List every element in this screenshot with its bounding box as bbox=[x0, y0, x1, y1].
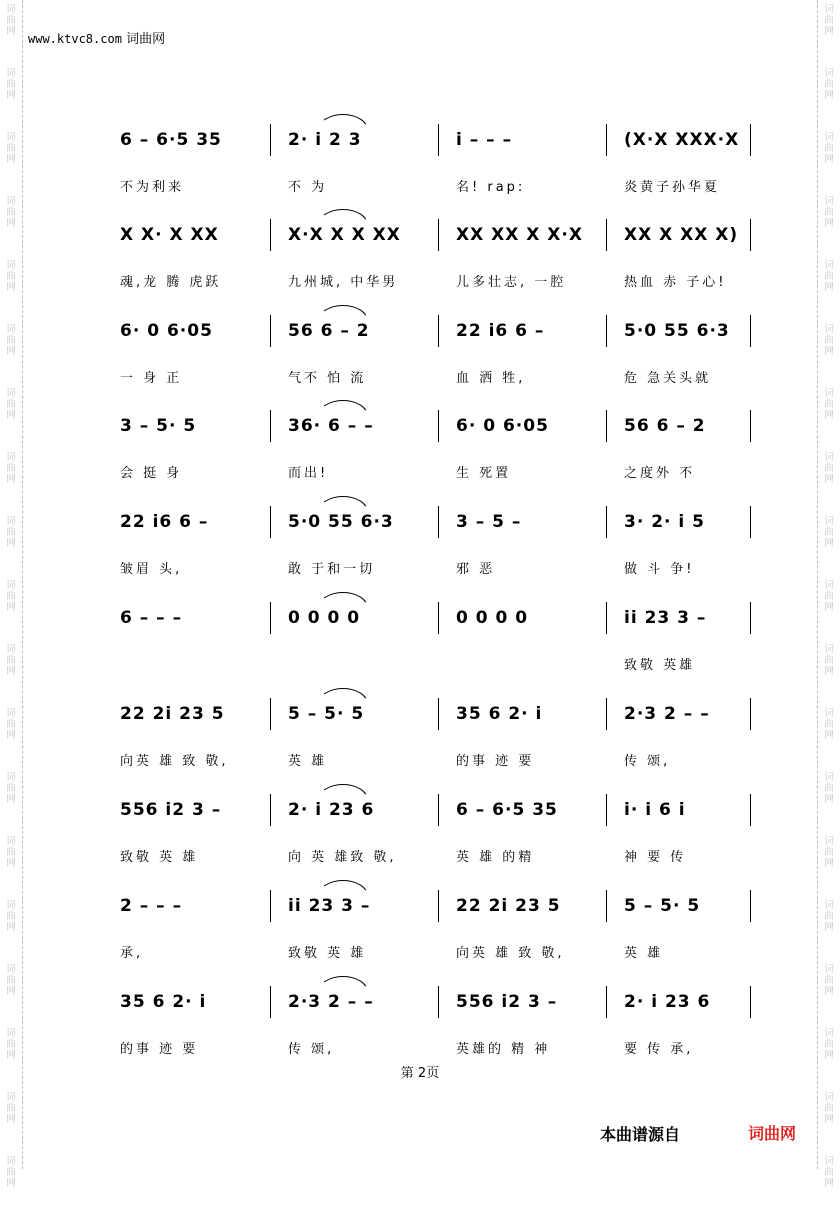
barline bbox=[606, 698, 607, 730]
watermark-text: 词 曲 网 bbox=[824, 260, 834, 293]
barline bbox=[606, 602, 607, 634]
lyric-text: 皱眉 头, bbox=[120, 562, 183, 577]
barline bbox=[270, 890, 271, 922]
lyric-text: 热血 赤 子心! bbox=[624, 275, 727, 290]
watermark-text: 词 曲 网 bbox=[6, 1156, 16, 1189]
barline bbox=[606, 890, 607, 922]
lyric-text: 致敬 英雄 bbox=[624, 658, 696, 673]
measure: 2·3 2 – – bbox=[288, 992, 374, 1012]
lyric-text: 会 挺 身 bbox=[120, 466, 183, 481]
watermark-text: 词 曲 网 bbox=[824, 1156, 834, 1189]
lyric-text: 魂,龙 腾 虎跃 bbox=[120, 275, 222, 290]
measure: 3 – 5 – bbox=[456, 512, 522, 532]
lyric-text: 英 雄 bbox=[288, 754, 328, 769]
measure: i – – – bbox=[456, 130, 513, 150]
measure: 0 0 0 0 bbox=[288, 608, 361, 628]
barline bbox=[270, 698, 271, 730]
barline bbox=[438, 410, 439, 442]
barline bbox=[750, 410, 751, 442]
notes-line bbox=[100, 982, 760, 1022]
lyric-text: 血 洒 牲, bbox=[456, 371, 526, 386]
score-system bbox=[100, 598, 760, 673]
watermark-text: 词 曲 网 bbox=[6, 644, 16, 677]
watermark-text: 词 曲 网 bbox=[824, 452, 834, 485]
score-system bbox=[100, 311, 760, 386]
watermark-text: 词 曲 网 bbox=[824, 4, 834, 37]
measure: 6· 0 6·05 bbox=[456, 416, 549, 436]
barline bbox=[750, 986, 751, 1018]
measure: 6 – 6·5 35 bbox=[120, 130, 222, 150]
score-system bbox=[100, 215, 760, 290]
watermark-text: 词 曲 网 bbox=[824, 132, 834, 165]
slur-mark bbox=[318, 114, 368, 130]
slur-mark bbox=[318, 688, 368, 704]
watermark-text: 词 曲 网 bbox=[824, 324, 834, 357]
watermark-text: 词 曲 网 bbox=[6, 516, 16, 549]
notes-line bbox=[100, 694, 760, 734]
lyric-text: 要 传 承, bbox=[624, 1042, 694, 1057]
measure: 56 6 – 2 bbox=[624, 416, 706, 436]
lyric-text: 英雄的 精 神 bbox=[456, 1042, 551, 1057]
watermark-text: 词 曲 网 bbox=[6, 68, 16, 101]
measure: XX XX X X·X bbox=[456, 225, 583, 245]
notes-line bbox=[100, 886, 760, 926]
measure: ii 23 3 – bbox=[288, 896, 371, 916]
slur-mark bbox=[318, 880, 368, 896]
watermark-text: 词 曲 网 bbox=[6, 900, 16, 933]
lyric-text: 英 雄 bbox=[624, 946, 664, 961]
watermark-text: 词 曲 网 bbox=[824, 1028, 834, 1061]
barline bbox=[606, 410, 607, 442]
lyric-text: 承, bbox=[120, 946, 144, 961]
measure: 3· 2· i 5 bbox=[624, 512, 705, 532]
barline bbox=[606, 219, 607, 251]
notes-line bbox=[100, 215, 760, 255]
measure: 5 – 5· 5 bbox=[288, 704, 365, 724]
measure: i· i 6 i bbox=[624, 800, 686, 820]
slur-mark bbox=[318, 784, 368, 800]
measure: 35 6 2· i bbox=[120, 992, 207, 1012]
slur-mark bbox=[318, 976, 368, 992]
lyric-text: 向 英 雄致 敬, bbox=[288, 850, 397, 865]
measure: 56 6 – 2 bbox=[288, 321, 370, 341]
lyric-text: 做 斗 争! bbox=[624, 562, 695, 577]
measure: 0 0 0 0 bbox=[456, 608, 529, 628]
measure: X·X X X XX bbox=[288, 225, 401, 245]
watermark-text: 词 曲 网 bbox=[824, 836, 834, 869]
site-header bbox=[28, 28, 165, 47]
measure: 6 – 6·5 35 bbox=[456, 800, 558, 820]
barline bbox=[438, 219, 439, 251]
score-system bbox=[100, 502, 760, 577]
score-system bbox=[100, 694, 760, 769]
barline bbox=[750, 602, 751, 634]
score-system bbox=[100, 120, 760, 195]
slur-mark bbox=[318, 209, 368, 225]
watermark-text: 词 曲 网 bbox=[824, 772, 834, 805]
source-label: 本曲谱源自 bbox=[600, 1125, 681, 1144]
measure: 2 – – – bbox=[120, 896, 183, 916]
barline bbox=[438, 124, 439, 156]
lyric-text: 九州城, 中华男 bbox=[288, 275, 399, 290]
lyric-text: 邪 恶 bbox=[456, 562, 496, 577]
watermark-text: 词 曲 网 bbox=[6, 4, 16, 37]
measure: 36· 6 – – bbox=[288, 416, 374, 436]
measure: 22 2i 23 5 bbox=[456, 896, 561, 916]
lyric-text: 一 身 正 bbox=[120, 371, 183, 386]
barline bbox=[750, 890, 751, 922]
watermark-text: 词 曲 网 bbox=[6, 1028, 16, 1061]
watermark-text: 词 曲 网 bbox=[6, 964, 16, 997]
watermark-text: 词 曲 网 bbox=[824, 196, 834, 229]
lyric-text: 之度外 不 bbox=[624, 466, 696, 481]
lyric-text: 生 死置 bbox=[456, 466, 512, 481]
barline bbox=[270, 124, 271, 156]
lyric-text: 不 为 bbox=[288, 180, 328, 195]
lyric-text: 传 颂, bbox=[288, 1042, 335, 1057]
measure: 6 – – – bbox=[120, 608, 183, 628]
barline bbox=[270, 219, 271, 251]
right-watermark-strip bbox=[817, 0, 840, 1189]
measure: 6· 0 6·05 bbox=[120, 321, 213, 341]
watermark-text: 词 曲 网 bbox=[824, 68, 834, 101]
notes-line bbox=[100, 790, 760, 830]
lyric-text: 向英 雄 致 敬, bbox=[456, 946, 565, 961]
barline bbox=[438, 602, 439, 634]
watermark-text: 词 曲 网 bbox=[824, 388, 834, 421]
watermark-text: 词 曲 网 bbox=[824, 580, 834, 613]
lyric-text: 传 颂, bbox=[624, 754, 671, 769]
barline bbox=[438, 986, 439, 1018]
lyric-text: 儿多壮志, 一腔 bbox=[456, 275, 567, 290]
barline bbox=[438, 315, 439, 347]
barline bbox=[606, 124, 607, 156]
lyric-text: 的事 迹 要 bbox=[456, 754, 535, 769]
slur-mark bbox=[318, 496, 368, 512]
measure: 2· i 23 6 bbox=[288, 800, 375, 820]
watermark-text: 词 曲 网 bbox=[6, 708, 16, 741]
notes-line bbox=[100, 598, 760, 638]
measure: 5·0 55 6·3 bbox=[288, 512, 394, 532]
watermark-text: 词 曲 网 bbox=[824, 708, 834, 741]
notes-line bbox=[100, 502, 760, 542]
barline bbox=[750, 794, 751, 826]
measure: 3 – 5· 5 bbox=[120, 416, 197, 436]
watermark-text: 词 曲 网 bbox=[6, 836, 16, 869]
measure: 556 i2 3 – bbox=[456, 992, 558, 1012]
lyric-text: 不为利来 bbox=[120, 180, 185, 195]
watermark-text: 词 曲 网 bbox=[824, 964, 834, 997]
score-system bbox=[100, 406, 760, 481]
measure: 2·3 2 – – bbox=[624, 704, 710, 724]
measure: 5·0 55 6·3 bbox=[624, 321, 730, 341]
watermark-text: 词 曲 网 bbox=[6, 324, 16, 357]
watermark-text: 词 曲 网 bbox=[824, 644, 834, 677]
barline bbox=[606, 986, 607, 1018]
watermark-text: 词 曲 网 bbox=[6, 1092, 16, 1125]
barline bbox=[438, 794, 439, 826]
barline bbox=[270, 315, 271, 347]
barline bbox=[270, 986, 271, 1018]
lyric-text: 气不 怕 流 bbox=[288, 371, 367, 386]
barline bbox=[750, 698, 751, 730]
measure: 5 – 5· 5 bbox=[624, 896, 701, 916]
barline bbox=[270, 506, 271, 538]
page-number: 第 2页 bbox=[400, 1066, 440, 1081]
measure: ii 23 3 – bbox=[624, 608, 707, 628]
notes-line bbox=[100, 406, 760, 446]
barline bbox=[750, 315, 751, 347]
brand-link[interactable]: 词曲网 bbox=[748, 1124, 797, 1143]
barline bbox=[270, 602, 271, 634]
lyric-text: 致敬 英 雄 bbox=[288, 946, 367, 961]
lyric-text: 而出! bbox=[288, 466, 329, 481]
watermark-text: 词 曲 网 bbox=[824, 1092, 834, 1125]
measure: 2· i 23 6 bbox=[624, 992, 711, 1012]
barline bbox=[606, 315, 607, 347]
barline bbox=[750, 124, 751, 156]
measure: X X· X XX bbox=[120, 225, 219, 245]
notes-line bbox=[100, 120, 760, 160]
watermark-text: 词 曲 网 bbox=[824, 900, 834, 933]
watermark-text: 词 曲 网 bbox=[6, 772, 16, 805]
watermark-text: 词 曲 网 bbox=[6, 260, 16, 293]
left-watermark-strip bbox=[0, 0, 23, 1189]
site-name: 词曲网 bbox=[126, 32, 166, 47]
lyric-text: 向英 雄 致 敬, bbox=[120, 754, 229, 769]
score-system bbox=[100, 886, 760, 961]
slur-mark bbox=[318, 305, 368, 321]
lyric-text: 英 雄 的精 bbox=[456, 850, 535, 865]
barline bbox=[438, 890, 439, 922]
barline bbox=[606, 794, 607, 826]
barline bbox=[438, 506, 439, 538]
lyric-text: 敢 于和一切 bbox=[288, 562, 376, 577]
score-system bbox=[100, 982, 760, 1057]
barline bbox=[750, 219, 751, 251]
slur-mark bbox=[318, 400, 368, 416]
measure: 22 i6 6 – bbox=[120, 512, 209, 532]
measure: (X·X XXX·X bbox=[624, 130, 740, 150]
watermark-text: 词 曲 网 bbox=[6, 580, 16, 613]
measure: 22 i6 6 – bbox=[456, 321, 545, 341]
slur-mark bbox=[318, 592, 368, 608]
watermark-text: 词 曲 网 bbox=[6, 132, 16, 165]
lyric-text: 神 要 传 bbox=[624, 850, 687, 865]
site-url[interactable]: www.ktvc8.com bbox=[28, 32, 122, 46]
score-system bbox=[100, 790, 760, 865]
barline bbox=[270, 410, 271, 442]
lyric-text: 的事 迹 要 bbox=[120, 1042, 199, 1057]
watermark-text: 词 曲 网 bbox=[6, 388, 16, 421]
lyric-text: 危 急关头就 bbox=[624, 371, 712, 386]
measure: 35 6 2· i bbox=[456, 704, 543, 724]
measure: 22 2i 23 5 bbox=[120, 704, 225, 724]
lyric-text: 名! rap: bbox=[456, 180, 526, 195]
lyric-text: 炎黄子孙华夏 bbox=[624, 180, 721, 195]
measure: 2· i 2 3 bbox=[288, 130, 362, 150]
barline bbox=[438, 698, 439, 730]
watermark-text: 词 曲 网 bbox=[6, 452, 16, 485]
notes-line bbox=[100, 311, 760, 351]
barline bbox=[270, 794, 271, 826]
barline bbox=[606, 506, 607, 538]
watermark-text: 词 曲 网 bbox=[824, 516, 834, 549]
lyric-text: 致敬 英 雄 bbox=[120, 850, 199, 865]
watermark-text: 词 曲 网 bbox=[6, 196, 16, 229]
barline bbox=[750, 506, 751, 538]
measure: XX X XX X) bbox=[624, 225, 739, 245]
measure: 556 i2 3 – bbox=[120, 800, 222, 820]
